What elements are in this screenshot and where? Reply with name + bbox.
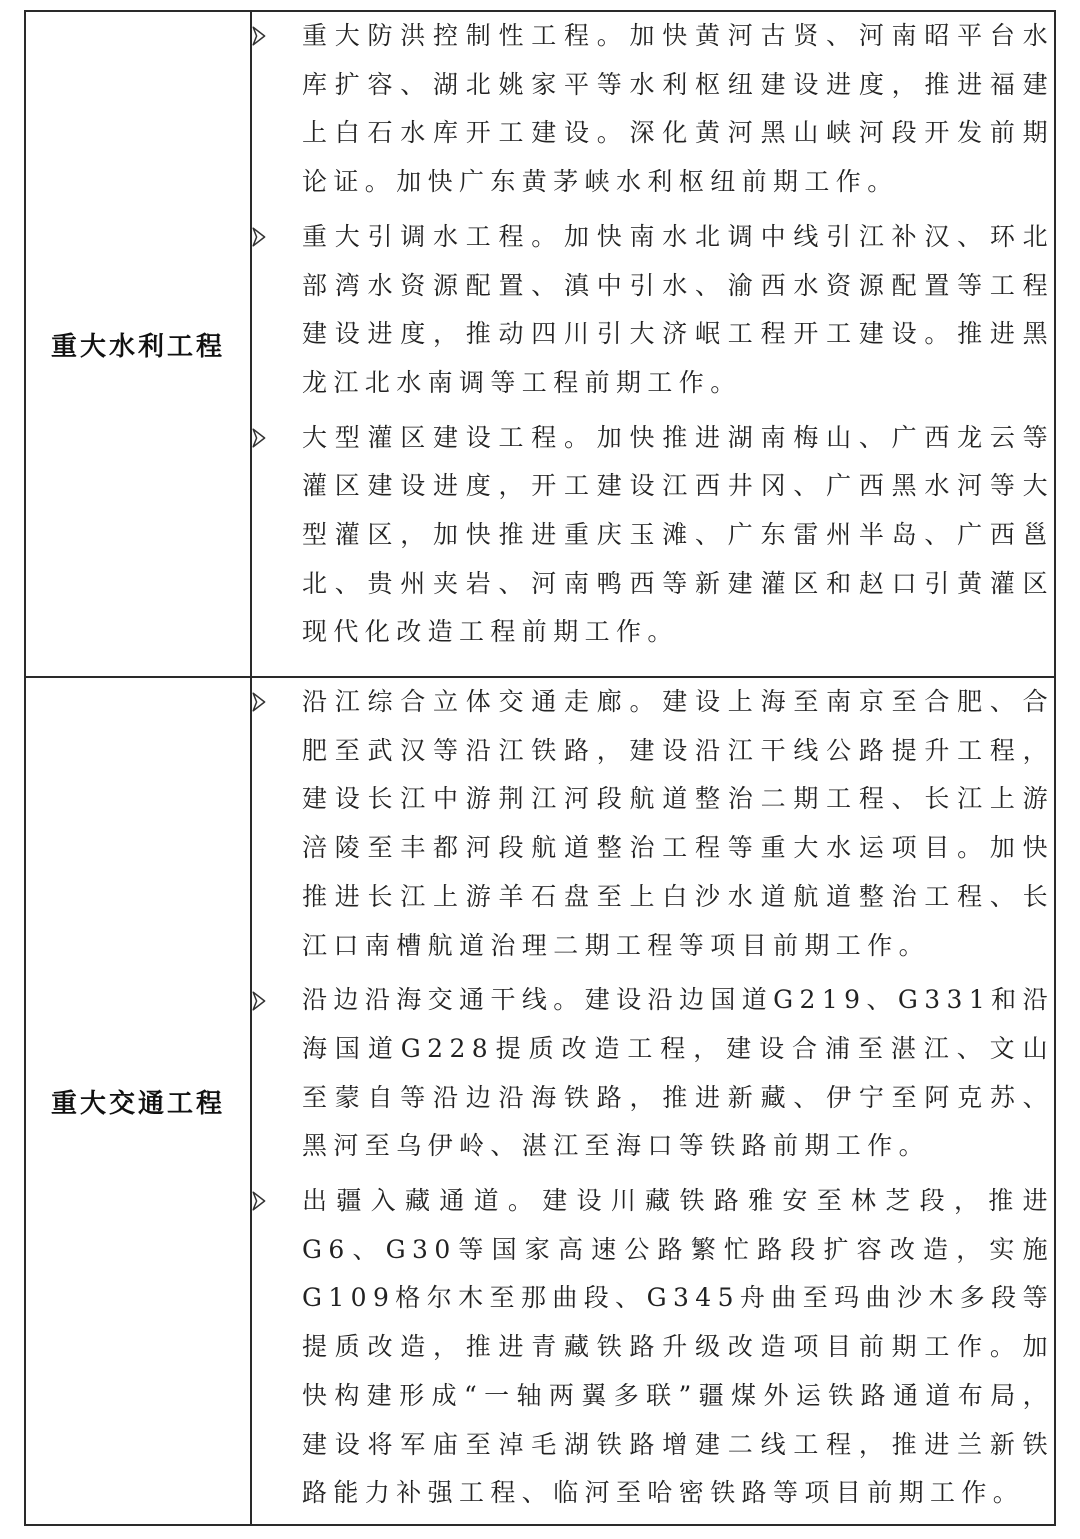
- hollow-right-arrow-icon: [252, 12, 302, 61]
- list-item: [252, 414, 1054, 658]
- table-row: [25, 11, 1055, 677]
- item-text: 沿江综合立体交通走廊。建设上海至南京至合肥、合肥至武汉等沿江铁路，建设沿江干线公路提升工程，建设长江中游荆江河段航道整治二期工程、长江上游涪陵至丰都河段航道整治工程等重大水运项目。加快推进长江上游羊石盘至上白沙水道航道整治工程、长江口南槽航道治理二期工程等项目前期工作。: [302, 687, 1054, 960]
- projects-table: [24, 10, 1056, 1526]
- hollow-right-arrow-icon: [252, 976, 302, 1025]
- items-cell: [251, 677, 1055, 1525]
- hollow-right-arrow-icon: [252, 1177, 302, 1226]
- hollow-right-arrow-icon: [252, 414, 302, 463]
- list-item: [252, 976, 1054, 1171]
- list-item: [252, 12, 1054, 207]
- items-cell: [251, 11, 1055, 677]
- list-item: [252, 678, 1054, 970]
- list-item: [252, 1177, 1054, 1518]
- hollow-right-arrow-icon: [252, 213, 302, 262]
- item-text: 重大防洪控制性工程。加快黄河古贤、河南昭平台水库扩容、湖北姚家平等水利枢纽建设进度，推进福建上白石水库开工建设。深化黄河黑山峡河段开发前期论证。加快广东黄茅峡水利枢纽前期工作。: [302, 21, 1054, 197]
- category-cell: 重大水利工程: [25, 11, 251, 677]
- item-text: 大型灌区建设工程。加快推进湖南梅山、广西龙云等灌区建设进度，开工建设江西井冈、广西黑水河等大型灌区，加快推进重庆玉滩、广东雷州半岛、广西邕北、贵州夹岩、河南鸭西等新建灌区和赵口引黄灌区现代化改造工程前期工作。: [302, 422, 1054, 647]
- item-text: 重大引调水工程。加快南水北调中线引江补汉、环北部湾水资源配置、滇中引水、渝西水资源配置等工程建设进度，推动四川引大济岷工程开工建设。推进黑龙江北水南调等工程前期工作。: [302, 221, 1054, 397]
- table-row: [25, 677, 1055, 1525]
- item-text: 出疆入藏通道。建设川藏铁路雅安至林芝段，推进G6、G30等国家高速公路繁忙路段扩容改造，实施G109格尔木至那曲段、G345舟曲至玛曲沙木多段等提质改造，推进青藏铁路升级改造项目前期工作。加快构建形成“一轴两翼多联”疆煤外运铁路通道布局，建设将军庙至淖毛湖铁路增建二线工程，推进兰新铁路能力补强工程、临河至哈密铁路等项目前期工作。: [302, 1186, 1054, 1508]
- list-item: [252, 213, 1054, 408]
- item-text: 沿边沿海交通干线。建设沿边国道G219、G331和沿海国道G228提质改造工程，建设合浦至湛江、文山至蒙自等沿边沿海铁路，推进新藏、伊宁至阿克苏、黑河至乌伊岭、湛江至海口等铁路前期工作。: [302, 985, 1054, 1161]
- category-cell: 重大交通工程: [25, 677, 251, 1525]
- hollow-right-arrow-icon: [252, 678, 302, 727]
